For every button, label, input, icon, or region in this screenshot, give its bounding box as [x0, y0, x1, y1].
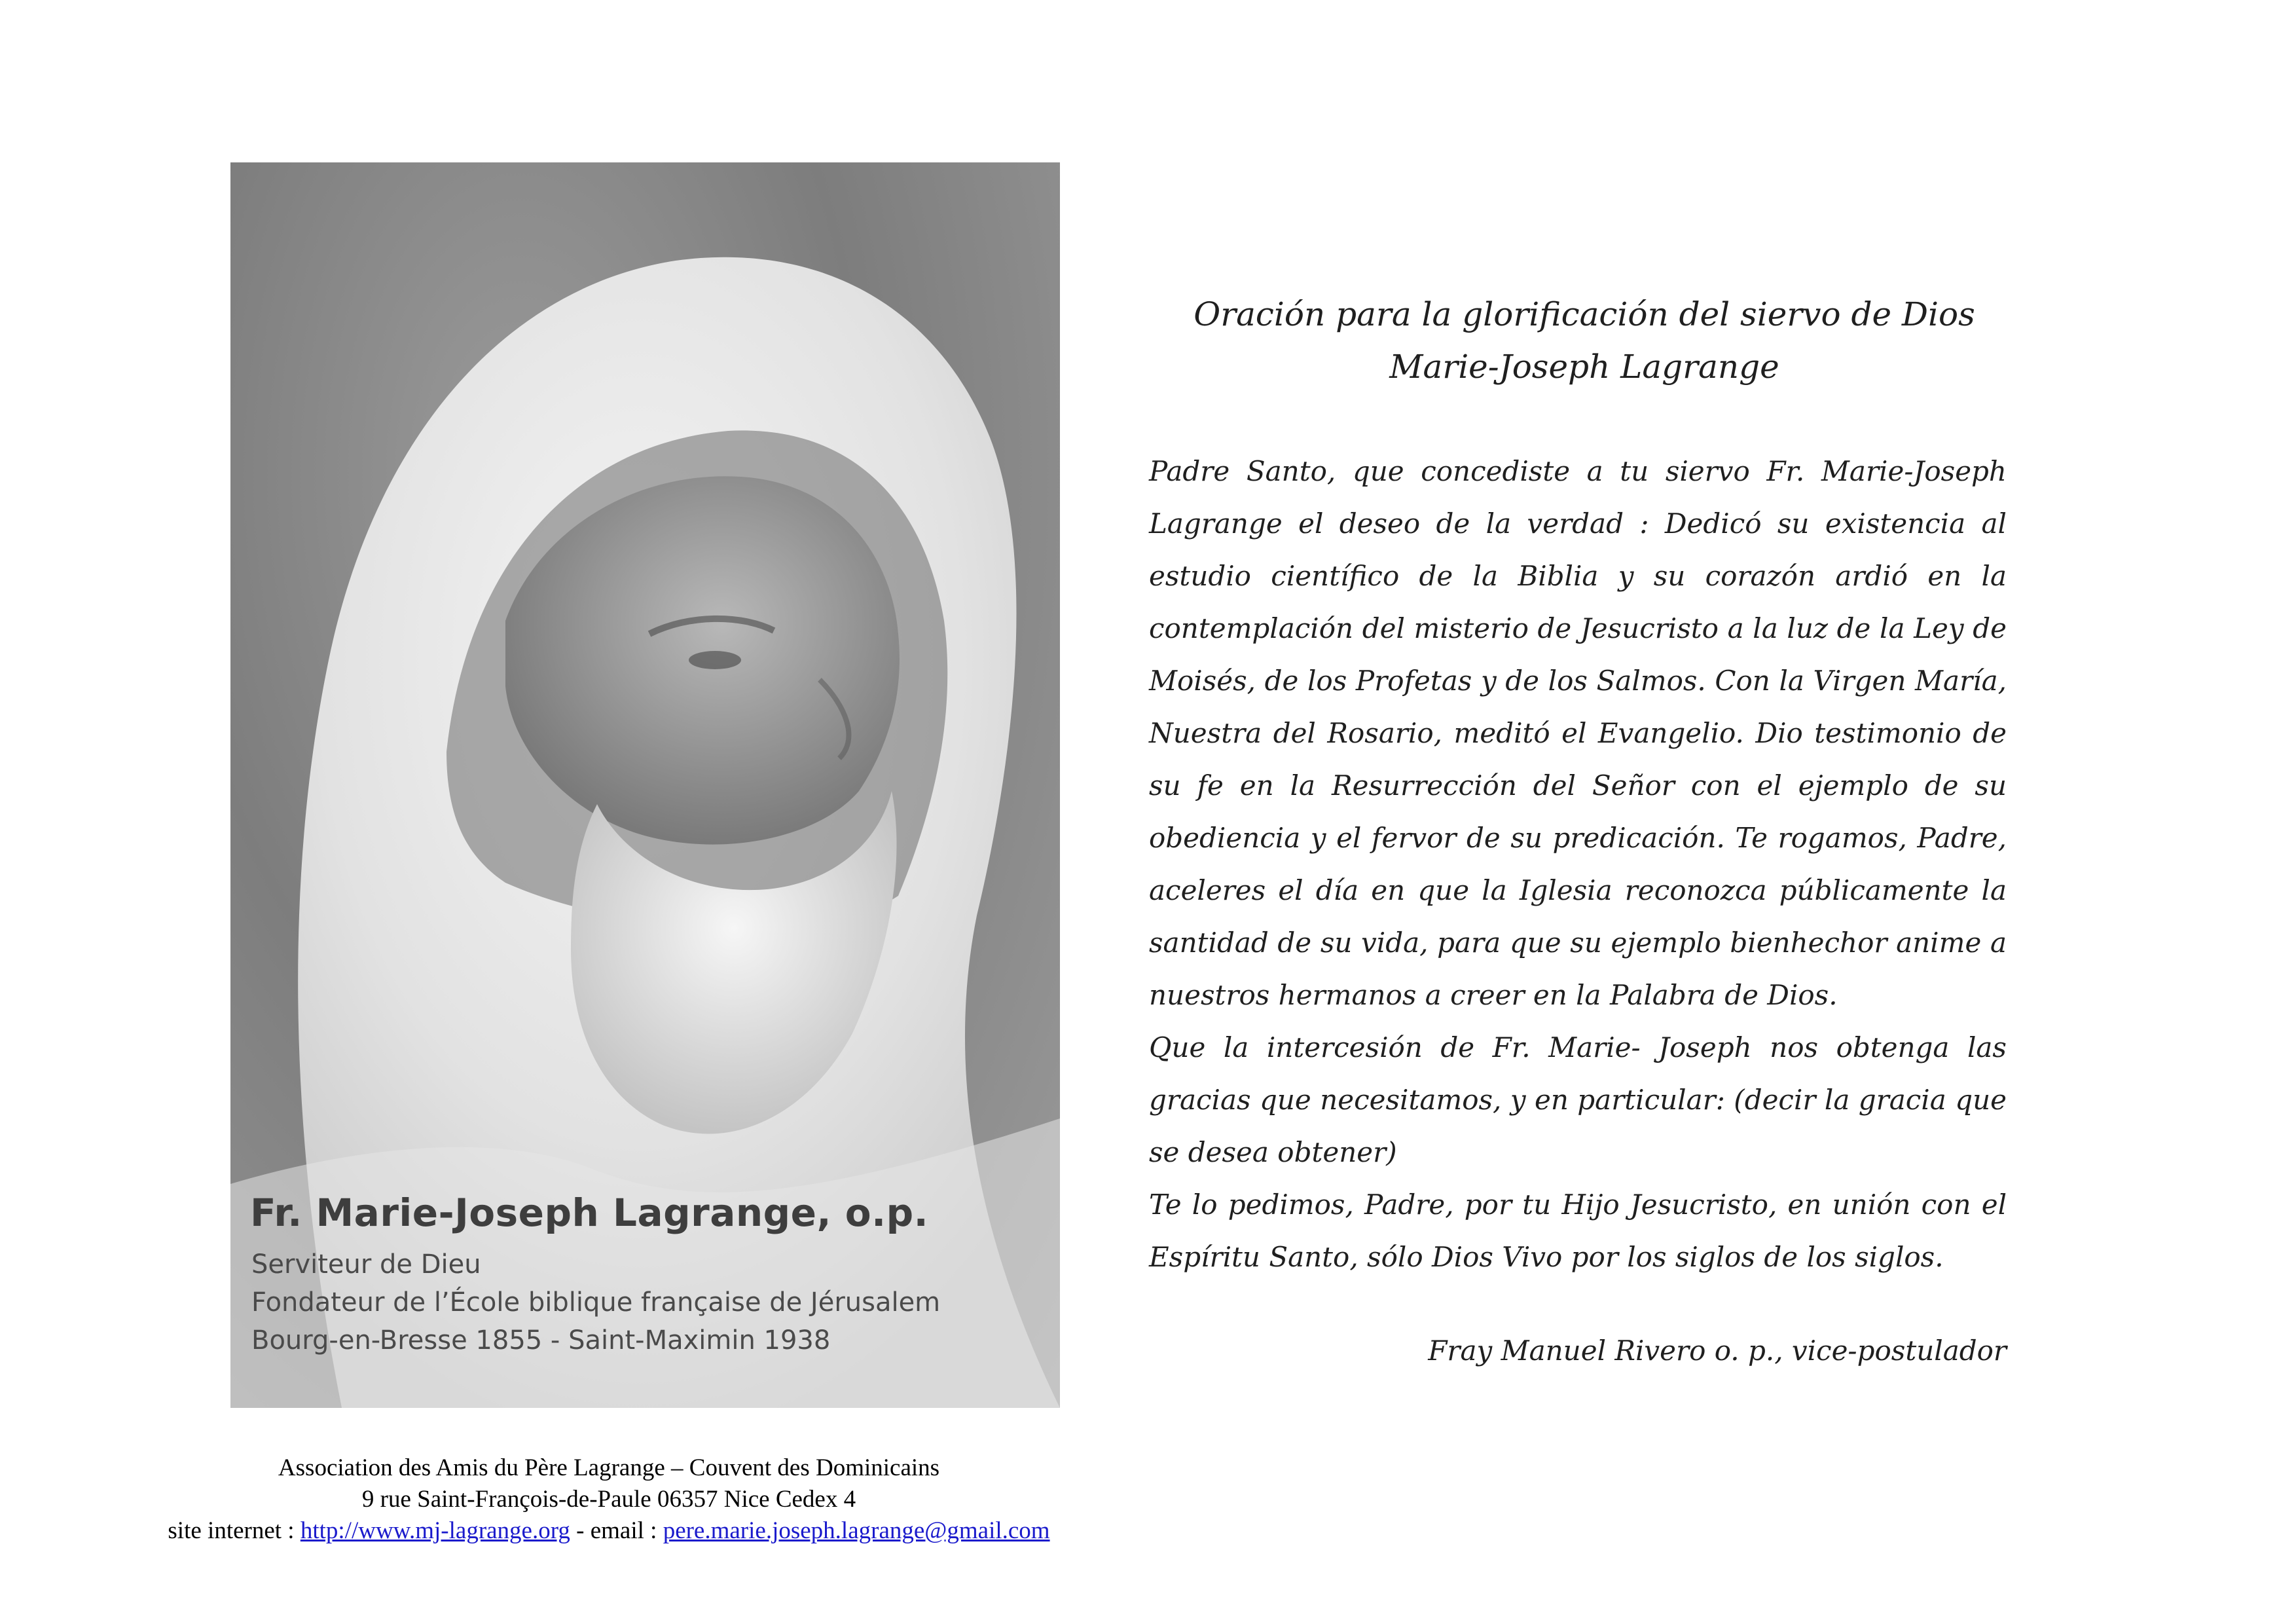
prayer-body — [1149, 445, 2007, 1283]
footer-contact-line — [52, 1515, 1165, 1547]
footer-association-name: Association des Amis du Père Lagrange – Couvent des Dominicains — [278, 1454, 940, 1481]
card-subtitle: Serviteur de Dieu — [251, 1249, 481, 1280]
card-dates-line: Bourg-en-Bresse 1855 - Saint-Maximin 1938 — [251, 1325, 831, 1356]
email-link[interactable]: pere.marie.joseph.lagrange@gmail.com — [663, 1517, 1050, 1544]
prayer-title-line2: Marie-Joseph Lagrange — [1389, 348, 1779, 386]
card-name: Fr. Marie-Joseph Lagrange, o.p. — [250, 1190, 929, 1235]
prayer-paragraph: Te lo pedimos, Padre, por tu Hijo Jesucristo, en unión con el Espíritu Santo, sólo Dios Vivo por los siglos de los siglos. — [1149, 1189, 2007, 1273]
portrait-photo — [230, 162, 1060, 1408]
card-founder-line: Fondateur de l’École biblique française de Jérusalem — [251, 1287, 941, 1318]
signature: Fray Manuel Rivero o. p., vice-postulador — [1428, 1335, 2007, 1367]
footer-site-label: site internet : — [168, 1517, 301, 1544]
prayer-title-line1: Oración para la glorificación del siervo de Dios — [1194, 295, 1975, 333]
footer-email-label: - email : — [570, 1517, 663, 1544]
prayer-paragraph: Padre Santo, que concediste a tu siervo Fr. Marie-Joseph Lagrange el deseo de la verdad : Dedicó su existencia al estudio científico de la Biblia y su corazón ardió en la contemplación del misterio de Jesucristo a la luz de la Ley de Moisés, de los Profetas y de los Salmos. Con la Virgen María, Nuestra del Rosario, meditó el Evangelio. Dio testimonio de su fe en la Resurrección del Señor con el ejemplo de su obediencia y el fervor de su predicación. Te rogamos, Padre, aceleres el día en que la Iglesia reconozca públicamente la santidad de su vida, para que su ejemplo bienhechor anime a nuestros hermanos a creer en la Palabra de Dios. — [1149, 455, 2007, 1011]
website-link[interactable]: http://www.mj-lagrange.org — [300, 1517, 570, 1544]
prayer-paragraph: Que la intercesión de Fr. Marie- Joseph nos obtenga las gracias que necesitamos, y en particular: (decir la gracia que se desea obtener) — [1149, 1031, 2007, 1168]
association-footer — [52, 1452, 1165, 1547]
prayer-title — [1100, 288, 2069, 393]
footer-address: 9 rue Saint-François-de-Paule 06357 Nice Cedex 4 — [361, 1486, 856, 1513]
